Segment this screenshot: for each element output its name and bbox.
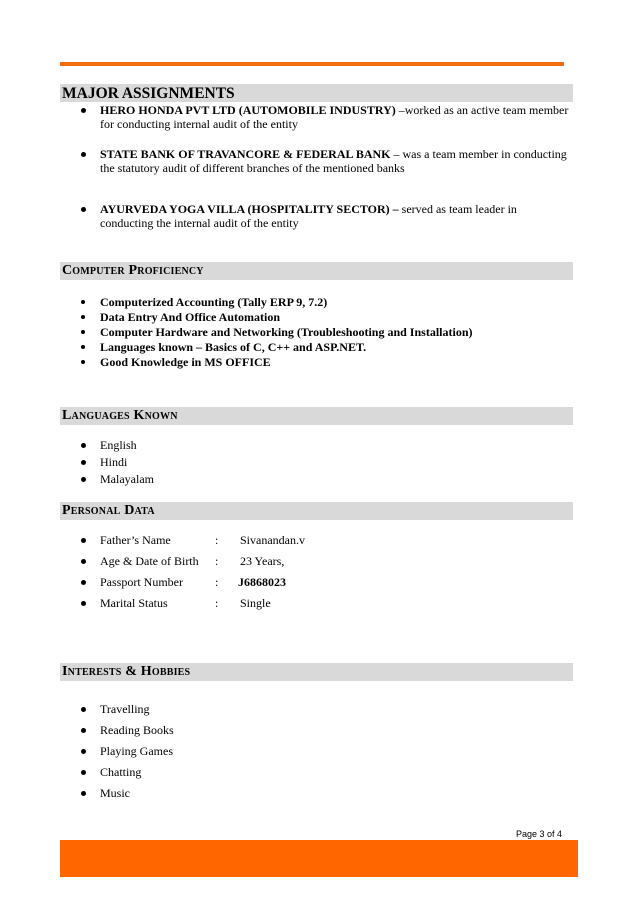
personal-value: Single (240, 596, 271, 610)
personal-label: Marital Status (100, 596, 168, 610)
header-orange-rule (60, 62, 564, 66)
personal-value: J6868023 (238, 575, 286, 589)
assignment-company: HERO HONDA PVT LTD (AUTOMOBILE INDUSTRY) (100, 103, 396, 117)
language-item: Hindi (100, 455, 128, 469)
bullet-icon (80, 768, 88, 776)
bullet-icon (80, 726, 88, 734)
bullet-icon (80, 578, 88, 586)
bullet-icon (80, 205, 88, 213)
bullet-icon (80, 441, 88, 449)
bullet-icon (80, 343, 88, 351)
bullet-icon (80, 536, 88, 544)
hobby-item: Reading Books (100, 723, 174, 737)
bullet-icon (80, 298, 88, 306)
hobby-item: Music (100, 786, 130, 800)
personal-label: Age & Date of Birth (100, 554, 199, 568)
language-item: English (100, 438, 137, 452)
bullet-icon (80, 150, 88, 158)
section-heading-personal-data: Personal Data (60, 502, 573, 520)
section-heading-languages-known: Languages Known (60, 407, 573, 425)
footer-orange-band (60, 840, 578, 877)
section-heading-computer-proficiency: Computer Proficiency (60, 262, 573, 280)
bullet-icon (80, 705, 88, 713)
bullet-icon (80, 358, 88, 366)
assignment-item-2 (100, 147, 570, 175)
personal-label: Father’s Name (100, 533, 171, 547)
assignment-item-1 (100, 103, 570, 131)
personal-label: Passport Number (100, 575, 183, 589)
assignment-description: –worked as an active team member for conducting internal audit of the entity (100, 103, 569, 131)
hobby-item: Chatting (100, 765, 142, 779)
section-heading-interests-hobbies: Interests & Hobbies (60, 663, 573, 681)
assignment-description: – was a team member in conducting the statutory audit of different branches of the mentioned banks (100, 147, 567, 175)
personal-colon: : (215, 554, 219, 568)
skill-item: Data Entry And Office Automation (100, 310, 280, 324)
bullet-icon (80, 599, 88, 607)
bullet-icon (80, 557, 88, 565)
bullet-icon (80, 458, 88, 466)
language-item: Malayalam (100, 472, 154, 486)
bullet-icon (80, 475, 88, 483)
bullet-icon (80, 313, 88, 321)
personal-colon: : (215, 596, 219, 610)
personal-value: Sivanandan.v (240, 533, 305, 547)
assignment-item-3 (100, 202, 570, 230)
personal-colon: : (215, 575, 219, 589)
assignment-company: STATE BANK OF TRAVANCORE & FEDERAL BANK (100, 147, 391, 161)
bullet-icon (80, 106, 88, 114)
assignment-company: AYURVEDA YOGA VILLA (HOSPITALITY SECTOR) – (100, 202, 399, 216)
skill-item: Good Knowledge in MS OFFICE (100, 355, 271, 369)
page-number: Page 3 of 4 (516, 829, 563, 839)
skill-item: Languages known – Basics of C, C++ and ASP.NET. (100, 340, 367, 354)
bullet-icon (80, 328, 88, 336)
skill-item: Computerized Accounting (Tally ERP 9, 7.2) (100, 295, 328, 309)
personal-colon: : (215, 533, 219, 547)
bullet-icon (80, 789, 88, 797)
section-heading-major-assignments: MAJOR ASSIGNMENTS (60, 84, 573, 102)
assignment-description: served as team leader in conducting the internal audit of the entity (100, 202, 517, 230)
bullet-icon (80, 747, 88, 755)
skill-item: Computer Hardware and Networking (Troubleshooting and Installation) (100, 325, 473, 339)
personal-value: 23 Years, (240, 554, 285, 568)
hobby-item: Playing Games (100, 744, 173, 758)
hobby-item: Travelling (100, 702, 150, 716)
